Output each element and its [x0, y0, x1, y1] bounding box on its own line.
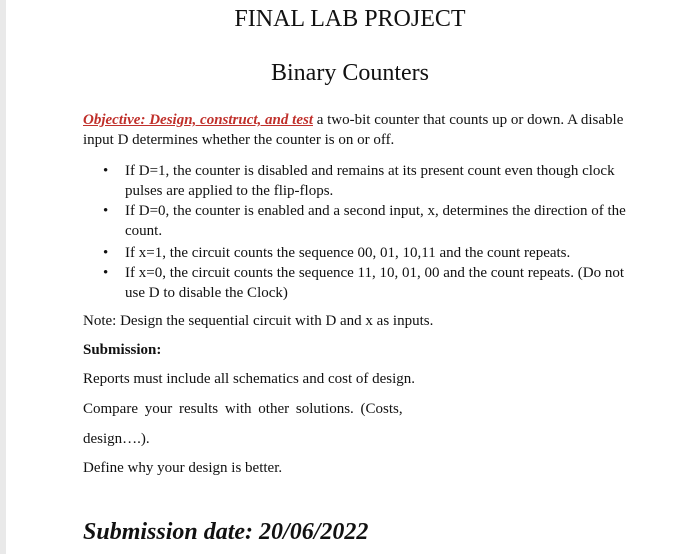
bullet-icon: •: [103, 265, 109, 281]
submission-heading: Submission:: [83, 342, 162, 358]
bullet-icon: •: [103, 245, 109, 261]
reports-text: Reports must include all schematics and cost of design.: [83, 371, 416, 387]
objective-paragraph: [83, 110, 643, 150]
page-subtitle: Binary Counters: [271, 60, 429, 86]
compare-text-continued: design….).: [83, 431, 150, 447]
list-item: [83, 201, 643, 241]
bullet-icon: •: [103, 163, 109, 179]
bullet-icon: •: [103, 203, 109, 219]
submission-date: Submission date: 20/06/2022: [83, 519, 369, 545]
define-text: Define why your design is better.: [83, 460, 283, 476]
list-item-text: If D=0, the counter is enabled and a second input, x, determines the direction of the count.: [125, 203, 626, 239]
list-item-text: If x=1, the circuit counts the sequence 00, 01, 10,11 and the count repeats.: [125, 245, 571, 261]
list-item: [83, 263, 643, 303]
objective-text: a two-bit counter that counts up or down. A disable input D determines whether the counter is on or off.: [83, 112, 624, 148]
list-item-text: If D=1, the counter is disabled and remains at its present count even though clock pulses are applied to the flip-flops.: [125, 163, 615, 199]
compare-text: Compare your results with other solutions. (Costs,: [83, 401, 403, 417]
requirements-list: [83, 161, 643, 303]
list-item-text: If x=0, the circuit counts the sequence 11, 10, 01, 00 and the count repeats. (Do not use D to disable the Clock): [125, 265, 625, 301]
list-item: [83, 161, 643, 201]
note-text: Note: Design the sequential circuit with D and x as inputs.: [83, 313, 434, 329]
page-title: FINAL LAB PROJECT: [234, 6, 466, 32]
list-item: [83, 243, 643, 263]
objective-label: Objective: Design, construct, and test: [83, 112, 313, 128]
